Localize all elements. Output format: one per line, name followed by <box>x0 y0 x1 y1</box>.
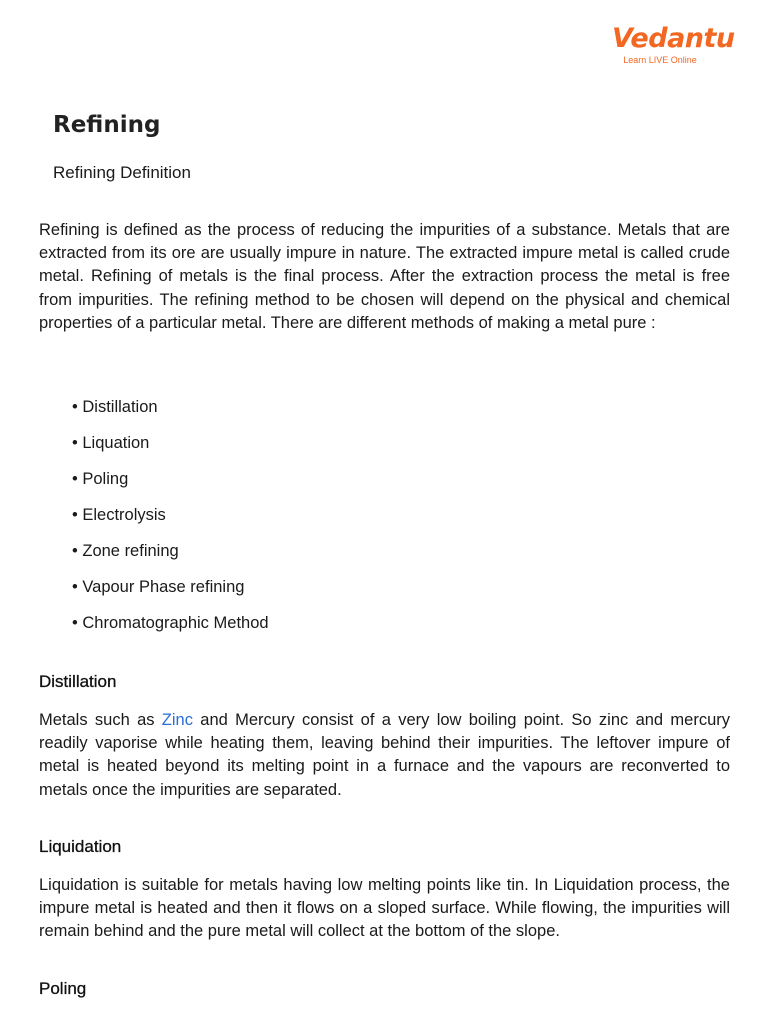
distillation-heading: Distillation <box>39 672 117 691</box>
list-item: • Chromatographic Method <box>72 612 269 648</box>
list-item: • Poling <box>72 468 269 504</box>
list-item: • Liquation <box>72 432 269 468</box>
list-item: • Distillation <box>72 396 269 432</box>
intro-paragraph: Refining is defined as the process of reducing the impurities of a substance. Metals that are extracted from its ore are usually impure in nature. The extracted impure metal is called crude metal. Refining of metals is the final process. After the extraction process the metal is free from impurities. The refining method to be chosen will depend on the physical and chemical properties of a particular metal. There are different methods of making a metal pure : <box>39 221 730 332</box>
list-item: • Zone refining <box>72 540 269 576</box>
distillation-text-start: Metals such as <box>39 711 162 729</box>
list-item: • Vapour Phase refining <box>72 576 269 612</box>
logo-tagline: Learn LIVE Online <box>623 55 697 65</box>
section-subtitle: Refining Definition <box>53 163 191 182</box>
methods-list <box>72 396 269 648</box>
logo-wordmark: Vedantu <box>612 23 735 54</box>
distillation-paragraph <box>39 709 730 802</box>
vedantu-logo[interactable] <box>612 23 735 65</box>
page-title: Refining <box>53 112 161 138</box>
liquidation-heading: Liquidation <box>39 837 122 856</box>
zinc-link[interactable]: Zinc <box>161 711 193 729</box>
poling-heading: Poling <box>39 979 87 998</box>
distillation-text-end: and Mercury consist of a very low boiling point. So zinc and mercury readily vaporise while heating them, leaving behind their impurities. The leftover impure of metal is heated beyond its melting point in a furnace and the vapours are reconverted to metals once the impurities are separated. <box>39 711 730 799</box>
liquidation-paragraph: Liquidation is suitable for metals having low melting points like tin. In Liquidation process, the impure metal is heated and then it flows on a sloped surface. While flowing, the impurities will remain behind and the pure metal will collect at the bottom of the slope. <box>39 876 730 941</box>
list-item: • Electrolysis <box>72 504 269 540</box>
